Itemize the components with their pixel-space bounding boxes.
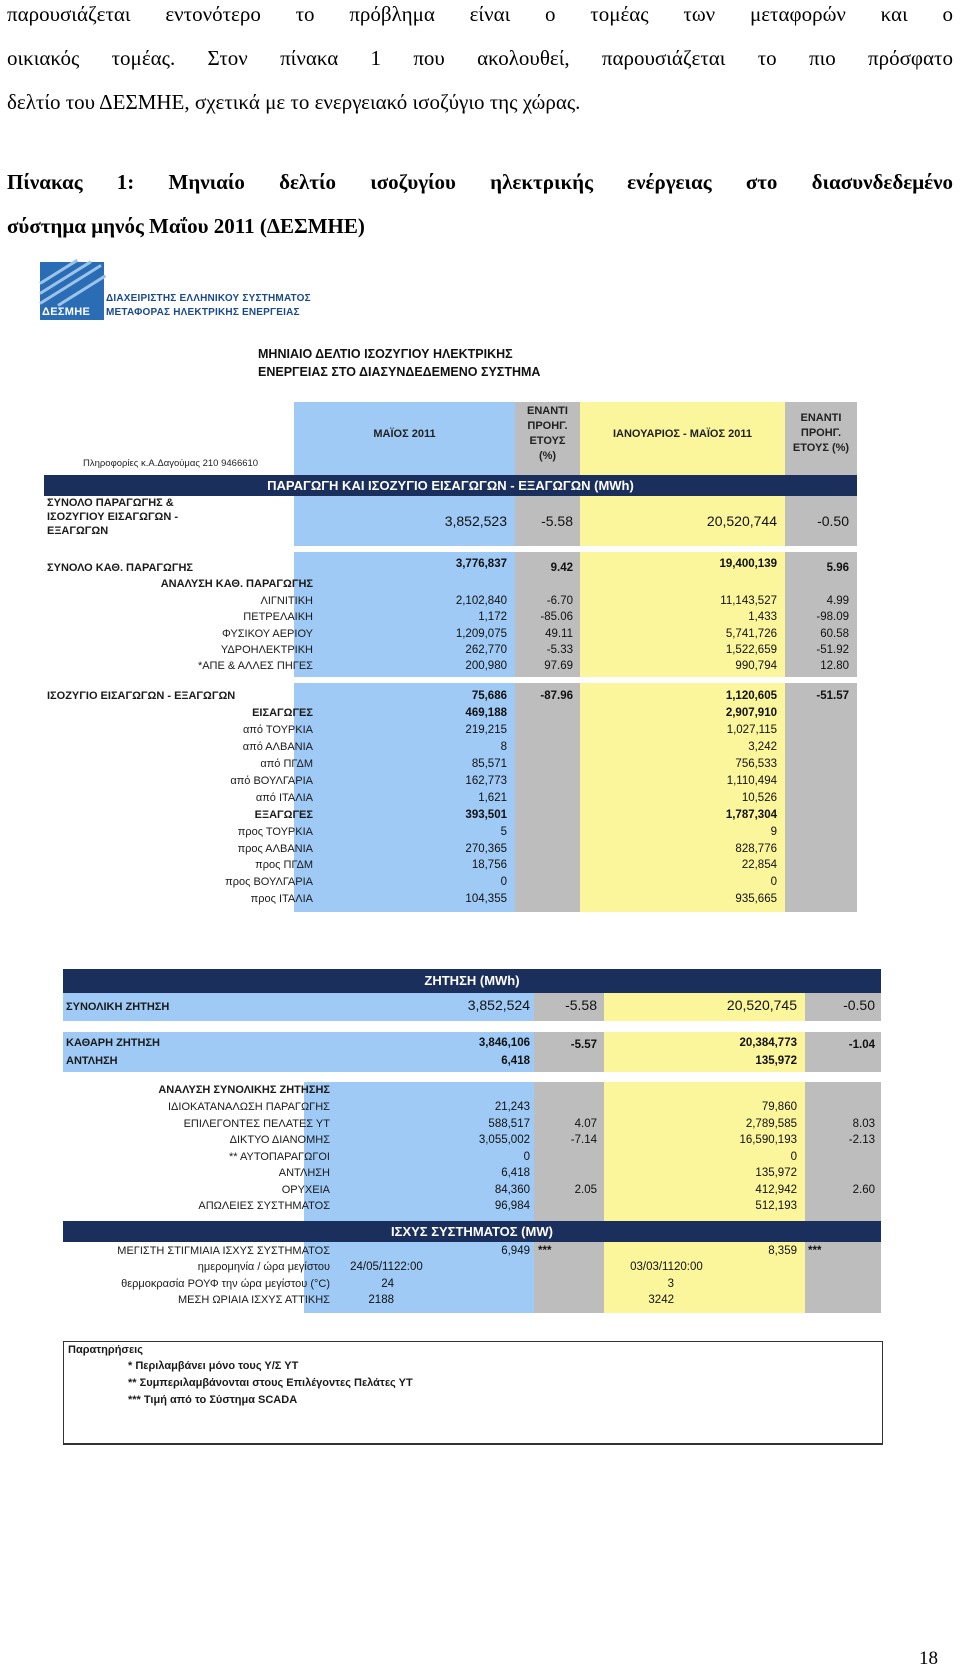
power-row-ytd-a: 3 [667,1277,674,1290]
import-row-ytd: 756,533 [735,758,777,770]
fuel-row-pct2: 4.99 [826,595,849,607]
net-production-month: 3,776,837 [455,558,507,570]
pumping-label: ΑΝΤΛΗΣΗ [66,1055,118,1067]
demand-row-month: 96,984 [494,1200,530,1212]
info-line: Πληροφορίες κ.Α.Δαγούμας 210 9466610 [83,458,259,469]
power-row-month-c: *** [538,1245,552,1257]
fuel-row-pct: -6.70 [546,595,573,607]
note-1: * Περιλαμβάνει μόνο τους Υ/Σ ΥΤ [128,1360,299,1372]
import-row-label: από ΙΤΑΛΙΑ [255,792,313,804]
power-row-ytd-b: 8,359 [768,1245,797,1257]
import-row-month: 8 [500,741,507,753]
balance-pct: -87.96 [540,690,573,702]
net-demand-ytd: 20,384,773 [739,1037,797,1049]
net-production-pct: 9.42 [550,562,573,574]
note-2: ** Συμπεριλαμβάνονται στους Επιλέγοντες Πελάτες ΥΤ [128,1377,413,1389]
demand-row-ytd: 16,590,193 [739,1134,797,1146]
header-vs-prev-year-ytd: ΕΝΑΝΤΙ ΠΡΟΗΓ. ΕΤΟΥΣ (%) [792,412,850,454]
power-row-ytd-a: 3242 [648,1293,674,1306]
balance-label: ΙΣΟΖΥΓΙΟ ΕΙΣΑΓΩΓΩΝ - ΕΞΑΓΩΓΩΝ [47,690,236,702]
fuel-row-month: 2,102,840 [455,595,507,607]
import-row-ytd: 1,110,494 [726,775,777,787]
total-production-ytd: 20,520,744 [706,513,777,529]
demand-row-label: ΑΠΩΛΕΙΕΣ ΣΥΣΤΗΜΑΤΟΣ [198,1200,330,1212]
import-row-ytd: 10,526 [741,792,777,804]
demand-row-month: 3,055,002 [478,1134,530,1146]
balance-month: 75,686 [471,690,507,702]
total-demand-pct2: -0.50 [843,997,875,1013]
import-row-label: από ΠΓΔΜ [260,758,313,770]
fuel-row-label: ΦΥΣΙΚΟΥ ΑΕΡΙΟΥ [221,627,313,640]
header-month: ΜΑΪΟΣ 2011 [373,428,436,440]
import-row-month: 1,621 [478,792,507,804]
demand-row-month: 84,360 [494,1183,530,1196]
net-production-ytd: 19,400,139 [719,558,777,570]
export-row-ytd: 9 [770,826,777,838]
demand-row-ytd: 2,789,585 [745,1117,797,1130]
power-row-ytd-b: 20:00 [674,1261,703,1274]
export-row-ytd: 0 [770,876,777,889]
header-vs-prev-year: ΕΝΑΝΤΙ ΠΡΟΗΓ. ΕΤΟΥΣ (%) [527,405,568,462]
fuel-row-label: *ΑΠΕ & ΑΛΛΕΣ ΠΗΓΕΣ [197,660,313,673]
fuel-row-pct2: -51.92 [816,643,849,656]
pumping-month: 6,418 [501,1055,530,1067]
fuel-row-ytd: 5,741,726 [725,627,777,640]
exports-ytd: 1,787,304 [725,809,777,821]
power-row-month-a: 24 [381,1277,394,1290]
fuel-row-ytd: 1,522,659 [725,643,777,656]
balance-ytd: 1,120,605 [725,690,777,702]
demand-row-ytd: 135,972 [755,1167,797,1179]
total-demand-ytd: 20,520,745 [726,997,797,1013]
power-row-label: θερμοκρασία ΡΟΥΦ την ώρα μεγίστου (°C) [121,1277,330,1290]
fuel-row-pct2: 60.58 [820,627,849,640]
total-demand-label: ΣΥΝΟΛΙΚΗ ΖΗΤΗΣΗ [66,1001,170,1013]
export-row-ytd: 935,665 [735,892,777,905]
fuel-row-pct2: 12.80 [820,660,849,673]
export-row-label: προς ΙΤΑΛΙΑ [250,892,313,905]
power-row-ytd-a: 03/03/11 [630,1261,674,1274]
report-title: ΜΗΝΙΑΙΟ ΔΕΛΤΙΟ ΙΣΟΖΥΓΙΟΥ ΗΛΕΚΤΡΙΚΗΣ ΕΝΕΡΓΕΙΑΣ ΣΤΟ ΔΙΑΣΥΝΔΕΔΕΜΕΝΟ ΣΥΣΤΗΜΑ [258,347,541,379]
demand-row-label: ΟΡΥΧΕΙΑ [281,1183,330,1196]
import-row-month: 85,571 [471,758,507,770]
organization-name: ΔΙΑΧΕΙΡΙΣΤΗΣ ΕΛΛΗΝΙΚΟΥ ΣΥΣΤΗΜΑΤΟΣ ΜΕΤΑΦΟΡΑΣ ΗΛΕΚΤΡΙΚΗΣ ΕΝΕΡΓΕΙΑΣ [106,293,311,318]
imports-month: 469,188 [465,707,507,719]
demand-row-month: 0 [523,1150,530,1163]
fuel-row-pct: 97.69 [544,660,573,673]
demand-row-pct: -7.14 [570,1134,597,1146]
fuel-row-month: 1,172 [478,611,507,624]
fuel-row-month: 1,209,075 [455,627,507,640]
notes-title: Παρατηρήσεις [68,1344,143,1356]
demand-row-label: ΔΙΚΤΥΟ ΔΙΑΝΟΜΗΣ [229,1134,330,1146]
demand-row-pct2: 8.03 [852,1117,875,1130]
power-row-label: ημερομηνία / ώρα μεγίστου [197,1261,330,1274]
import-row-label: από ΤΟΥΡΚΙΑ [242,724,313,736]
exports-label: ΕΞΑΓΩΓΕΣ [254,809,313,821]
power-row-month-a: 24/05/11 [350,1261,394,1274]
demand-analysis-label: ΑΝΑΛΥΣΗ ΣΥΝΟΛΙΚΗΣ ΖΗΤΗΣΗΣ [158,1084,330,1096]
power-row-month-b: 22:00 [394,1261,423,1274]
fuel-row-label: ΛΙΓΝΙΤΙΚΗ [260,595,313,607]
demand-row-ytd: 512,193 [755,1200,797,1212]
demand-row-ytd: 0 [790,1150,797,1163]
demand-row-label: ΕΠΙΛΕΓΟΝΤΕΣ ΠΕΛΑΤΕΣ ΥΤ [183,1117,330,1130]
export-row-month: 104,355 [465,892,507,905]
import-row-label: από ΑΛΒΑΝΙΑ [242,741,313,753]
export-row-month: 5 [500,826,507,838]
total-production-pct2: -0.50 [817,513,849,529]
power-row-label: ΜΕΣΗ ΩΡΙΑΙΑ ΙΣΧΥΣ ΑΤΤΙΚΗΣ [178,1293,330,1306]
fuel-row-pct: -85.06 [540,611,573,624]
export-row-month: 270,365 [465,842,507,855]
caption-line: σύστημα μηνός Μαΐου 2011 (ΔΕΣΜΗΕ) [7,214,365,238]
total-production-month: 3,852,523 [444,513,507,529]
power-section-header: ΙΣΧΥΣ ΣΥΣΤΗΜΑΤΟΣ (MW) [63,1221,881,1242]
export-row-month: 18,756 [471,859,507,872]
fuel-row-label: ΥΔΡΟΗΛΕΚΤΡΙΚΗ [220,643,313,656]
demand-row-pct: 2.05 [574,1183,597,1196]
export-row-ytd: 828,776 [735,842,777,855]
import-row-ytd: 1,027,115 [726,724,777,736]
export-row-label: προς ΒΟΥΛΓΑΡΙΑ [225,876,313,889]
fuel-row-ytd: 990,794 [735,660,777,673]
demand-row-pct2: 2.60 [852,1183,875,1196]
export-row-label: προς ΤΟΥΡΚΙΑ [237,826,313,838]
import-row-ytd: 3,242 [748,741,777,753]
fuel-row-month: 262,770 [465,643,507,656]
intro-line: δελτίο του ΔΕΣΜΗΕ, σχετικά με το ενεργειακό ισοζύγιο της χώρας. [7,90,581,114]
power-row-month-a: 2188 [368,1293,394,1306]
net-production-label: ΣΥΝΟΛΟ ΚΑΘ. ΠΑΡΑΓΩΓΗΣ [47,562,193,574]
export-row-month: 0 [500,876,507,889]
notes-box [63,1341,883,1445]
demand-row-month: 6,418 [501,1167,530,1179]
net-demand-month: 3,846,106 [478,1037,530,1049]
fuel-row-pct: -5.33 [546,643,573,656]
imports-ytd: 2,907,910 [725,707,777,719]
demand-row-label: ΑΝΤΛΗΣΗ [278,1167,330,1179]
balance-pct2: -51.57 [816,690,849,702]
power-row-label: ΜΕΓΙΣΤΗ ΣΤΙΓΜΙΑΙΑ ΙΣΧΥΣ ΣΥΣΤΗΜΑΤΟΣ [117,1245,330,1257]
total-production-pct: -5.58 [541,513,573,529]
net-demand-pct: -5.57 [570,1039,597,1051]
demand-row-month: 21,243 [494,1101,530,1113]
intro-line: παρουσιάζεται εντονότερο το πρόβλημα είναι ο τομέας των μεταφορών και ο [7,2,953,26]
fuel-row-label: ΠΕΤΡΕΛΑΙΚΗ [243,611,313,624]
export-row-ytd: 22,854 [741,859,777,872]
net-demand-pct2: -1.04 [848,1039,875,1051]
total-demand-pct: -5.58 [565,997,597,1013]
page-number: 18 [919,1648,938,1669]
demand-row-pct: 4.07 [574,1117,597,1130]
demand-row-month: 588,517 [488,1117,530,1130]
fuel-row-month: 200,980 [465,660,507,673]
import-row-label: από ΒΟΥΛΓΑΡΙΑ [230,775,313,787]
export-row-label: προς ΑΛΒΑΝΙΑ [237,842,313,855]
production-section-header: ΠΑΡΑΓΩΓΗ ΚΑΙ ΙΣΟΖΥΓΙΟ ΕΙΣΑΓΩΓΩΝ - ΕΞΑΓΩΓΩΝ (MWh) [44,475,857,496]
pumping-ytd: 135,972 [755,1055,797,1067]
logo-word: ΔΕΣΜΗΕ [42,306,91,318]
note-3: *** Τιμή από το Σύστημα SCADA [128,1394,298,1406]
net-production-analysis-label: ΑΝΑΛΥΣΗ ΚΑΘ. ΠΑΡΑΓΩΓΗΣ [160,578,313,590]
demand-row-pct2: -2.13 [848,1134,875,1146]
demand-row-ytd: 412,942 [755,1183,797,1196]
import-row-month: 219,215 [465,724,507,736]
total-demand-month: 3,852,524 [467,997,530,1013]
total-production-label: ΣΥΝΟΛΟ ΠΑΡΑΓΩΓΗΣ & ΙΣΟΖΥΓΙΟΥ ΕΙΣΑΓΩΓΩΝ - ΕΞΑΓΩΓΩΝ [47,497,179,537]
exports-month: 393,501 [465,809,507,821]
caption-line: Πίνακας 1: Μηνιαίο δελτίο ισοζυγίου ηλεκτρικής ενέργειας στο διασυνδεδεμένο [7,170,953,194]
import-row-month: 162,773 [465,775,507,787]
imports-label: ΕΙΣΑΓΩΓΕΣ [252,707,313,719]
fuel-row-ytd: 11,143,527 [720,595,777,607]
fuel-row-pct: 49.11 [545,627,573,640]
demand-section-header: ΖΗΤΗΣΗ (MWh) [63,969,881,993]
demand-row-label: ΙΔΙΟΚΑΤΑΝΑΛΩΣΗ ΠΑΡΑΓΩΓΗΣ [168,1101,330,1113]
demand-row-ytd: 79,860 [761,1101,797,1113]
fuel-row-ytd: 1,433 [748,611,777,624]
demand-row-label: ** ΑΥΤΟΠΑΡΑΓΩΓΟΙ [228,1150,330,1163]
net-production-pct2: 5.96 [826,562,849,574]
power-row-month-b: 6,949 [501,1245,530,1257]
export-row-label: προς ΠΓΔΜ [255,859,313,872]
header-ytd: ΙΑΝΟΥΑΡΙΟΣ - ΜΑΪΟΣ 2011 [612,428,753,440]
intro-line: οικιακός τομέας. Στον πίνακα 1 που ακολουθεί, παρουσιάζεται το πιο πρόσφατο [7,46,953,70]
power-row-ytd-c: *** [808,1245,822,1257]
fuel-row-pct2: -98.09 [816,611,849,624]
net-demand-label: ΚΑΘΑΡΗ ΖΗΤΗΣΗ [66,1037,161,1049]
desmie-logo [40,262,104,320]
